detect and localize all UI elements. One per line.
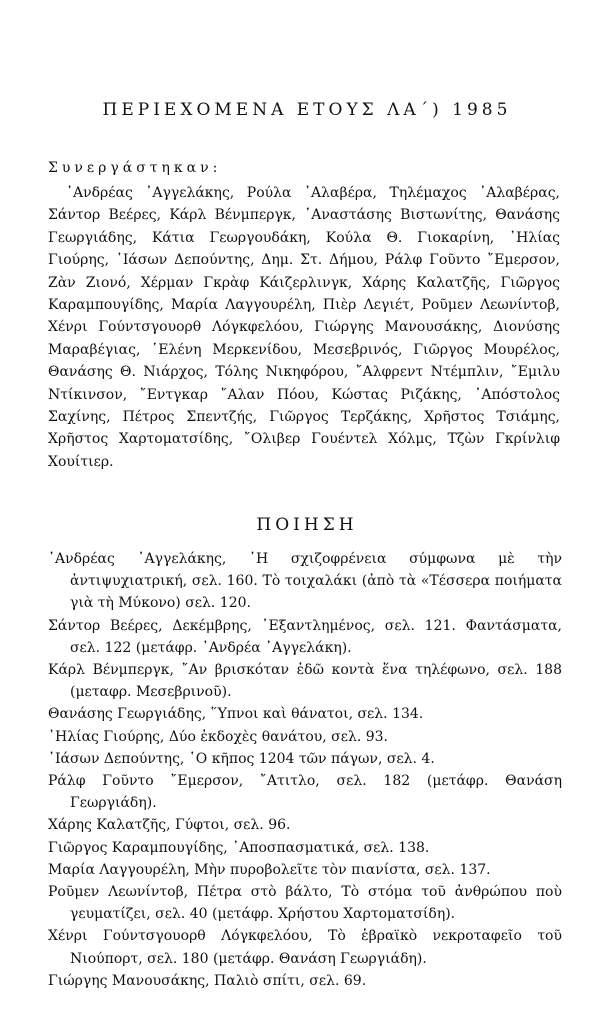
contributors-label: Συνεργάστηκαν: xyxy=(48,160,222,176)
page-title: ΠΕΡΙΕΧΟΜΕΝΑ ΕΤΟΥΣ ΛΑ΄) 1985 xyxy=(102,100,512,120)
poetry-entry: Σάντορ Βεέρες, Δεκέμβρης, ᾿Εξαντλημένος, σελ. 121. Φαντάσματα, σελ. 122 (μετάφρ. ᾿Ανδρέα ᾿Αγγελάκη). xyxy=(48,617,562,656)
poetry-entry: Ροῦμεν Λεωνίντοβ, Πέτρα στὸ βάλτο, Τὸ στόμα τοῦ ἀνθρώπου ποὺ γευματίζει, σελ. 40 (μετάφρ. Χρήστου Χαρτοματσίδη). xyxy=(48,884,562,923)
poetry-entry: Ράλφ Γοῦντο ῎Εμερσον, ῎Ατιτλο, σελ. 182 (μετάφρ. Θανάση Γεωργιάδη). xyxy=(48,773,562,812)
poetry-entry: ᾿Ανδρέας ᾿Αγγελάκης, ῾Η σχιζοφρένεια σύμφωνα μὲ τὴν ἀντιψυχιατρική, σελ. 160. Τὸ τοιχαλάκι (ἀπὸ τὰ «Τέσσερα ποιήματα γιὰ τὴ Μύκονο) σελ. 120. xyxy=(48,551,562,612)
poetry-entry: ᾿Ηλίας Γιούρης, Δύο ἐκδοχὲς θανάτου, σελ. 93. xyxy=(48,728,389,745)
poetry-entry: Γιῶργος Καραμπουγίδης, ᾿Αποσπασματικά, σελ. 138. xyxy=(48,839,430,856)
section-title-poetry: ΠΟΙΗΣΗ xyxy=(256,515,358,535)
poetry-index xyxy=(48,548,562,992)
poetry-entry: Χάρης Καλατζῆς, Γύφτοι, σελ. 96. xyxy=(48,817,291,834)
poetry-entry: Γιώργης Μανουσάκης, Παλιὸ σπίτι, σελ. 69. xyxy=(48,972,367,989)
poetry-entry: Κάρλ Βένμπεργκ, ῎Αν βρισκόταν ἐδῶ κοντὰ ἕνα τηλέφωνο, σελ. 188 (μεταφρ. Μεσεβρινοῦ). xyxy=(48,662,562,701)
contributors-list: ᾿Ανδρέας ᾿Αγγελάκης, Ρούλα ᾿Αλαβέρα, Τηλέμαχος ᾿Αλαβέρας, Σάντορ Βεέρες, Κάρλ Βένμπεργκ, ᾿Αναστάσης Βιστωνίτης, Θανάσης Γεωργιάδης, Κάτια Γεωργουδάκη, Κούλα Θ. Γιοκαρίνη, ᾿Ηλίας Γιούρης, ᾿Ιάσων Δεπούντης, Δημ. Στ. Δήμου, Ράλφ Γοῦντο ῎Εμερσον, Ζὰν Ζιονό, Χέρμαν Γκρὰφ Κάιζερλινγκ, Χάρης Καλατζῆς, Γιῶργος Καραμπουγίδης, Μαρία Λαγγουρέλη, Πιὲρ Λεγιέτ, Ροῦμεν Λεωνίντοβ, Χένρι Γούντσγουορθ Λόγκφελόου, Γιώργης Μανουσάκης, Διονύσης Μαραβέγιας, ῾Ελένη Μερκενίδου, Μεσεβρινός, Γιῶργος Μουρέλος, Θανάσης Θ. Νιάρχος, Τόλης Νικηφόρου, ῎Αλφρεντ Ντέμπλιν, ῎Εμιλυ Ντίκινσον, ῎Εντγκαρ ῎Αλαν Πόου, Κώστας Ριζάκης, ᾿Απόστολος Σαχίνης, Πέτρος Σπεντζής, Γιῶργος Τερζάκης, Χρῆστος Τσιάμης, Χρῆστος Χαρτοματσίδης, ῎Ολιβερ Γουέντελ Χόλμς, Τζὼν Γκρίνλιφ Χουίτιερ. xyxy=(48,185,560,470)
poetry-entry: ᾿Ιάσων Δεπούντης, ῾Ο κῆπος 1204 τῶν πάγων, σελ. 4. xyxy=(48,750,435,767)
poetry-entry: Θανάσης Γεωργιάδης, ῞Υπνοι καὶ θάνατοι, σελ. 134. xyxy=(48,706,424,723)
poetry-entry: Μαρία Λαγγουρέλη, Μὴν πυροβολεῖτε τὸν πιανίστα, σελ. 137. xyxy=(48,861,491,878)
poetry-entry: Χένρι Γούντσγουορθ Λόγκφελόου, Τὸ ἑβραϊκὸ νεκροταφεῖο τοῦ Νιούπορτ, σελ. 180 (μετάφρ. Θανάση Γεωργιάδη). xyxy=(48,928,562,967)
